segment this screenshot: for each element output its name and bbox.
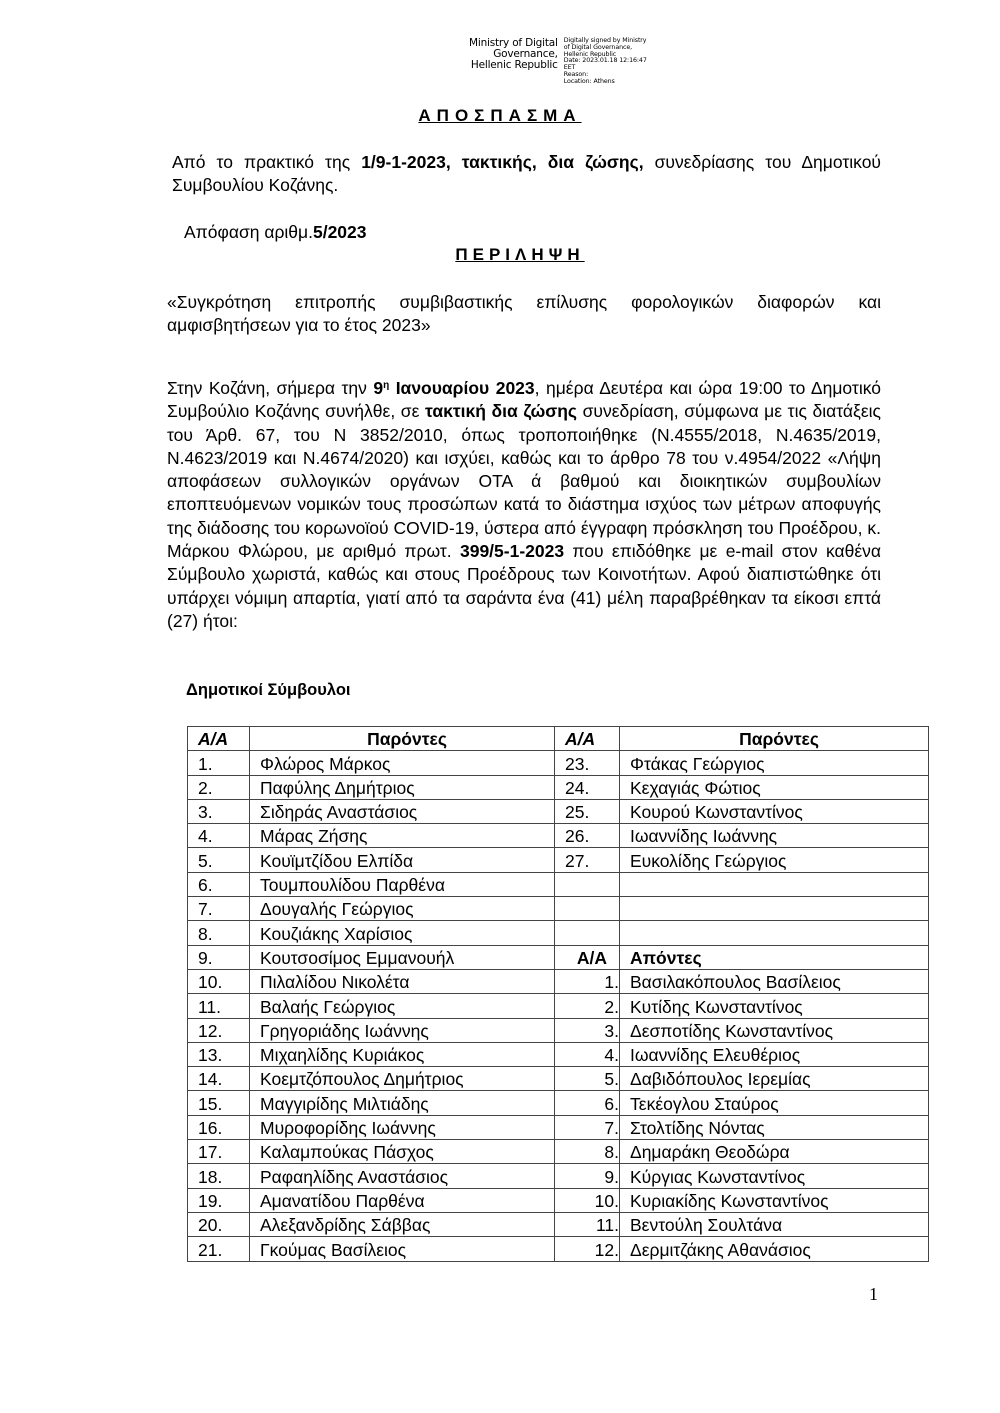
signature-reason: Reason: — [563, 70, 589, 78]
row-num: 2. — [188, 775, 250, 799]
page-number: 1 — [869, 1284, 878, 1304]
row-num: 1. — [188, 751, 250, 775]
member-name: Κοεμτζόπουλος Δημήτριος — [250, 1067, 555, 1091]
row-num: 9. — [555, 1164, 620, 1188]
member-name: Ιωαννίδης Ιωάννης — [620, 824, 929, 848]
empty-cell — [620, 872, 929, 896]
member-name: Ευκολίδης Γεώργιος — [620, 848, 929, 872]
day-suffix: η — [383, 380, 390, 391]
header-num: Α/Α — [555, 727, 620, 751]
body-paragraph — [167, 377, 881, 633]
member-name: Καλαμπούκας Πάσχος — [250, 1140, 555, 1164]
row-num: 24. — [555, 775, 620, 799]
row-num: 26. — [555, 824, 620, 848]
summary-heading: ΠΕΡΙΛΗΨΗ — [455, 245, 585, 264]
header-present: Παρόντες — [620, 727, 929, 751]
meeting-date: 1/9-1-2023, τακτικής, δια ζώσης, — [361, 152, 644, 172]
member-name: Τουμπουλίδου Παρθένα — [250, 872, 555, 896]
subject-paragraph: «Συγκρότηση επιτροπής συμβιβαστικής επίλυσης φορολογικών διαφορών και αμφισβητήσεων για το έτος 2023» — [167, 292, 881, 335]
row-num: 23. — [555, 751, 620, 775]
signature-details — [564, 38, 647, 86]
table-row — [188, 1164, 929, 1188]
member-name: Παφύλης Δημήτριος — [250, 775, 555, 799]
absent-member-name: Βασιλακόπουλος Βασίλειος — [620, 969, 929, 993]
digital-signature — [469, 38, 647, 86]
row-num: 5. — [188, 848, 250, 872]
row-num: 3. — [555, 1018, 620, 1042]
row-num: 10. — [555, 1188, 620, 1212]
row-num: 8. — [188, 921, 250, 945]
decision-value: 5/2023 — [312, 222, 367, 242]
row-num: 4. — [555, 1042, 620, 1066]
absent-member-name: Στολτίδης Νόντας — [620, 1115, 929, 1139]
row-num: 17. — [188, 1140, 250, 1164]
body-text: συνεδρίαση, σύμφωνα με τις διατάξεις του Άρθ. 67, του Ν 3852/2010, όπως τροποποιήθηκε (Ν.4555/2018, Ν.4635/2019, Ν.4623/2019 και Ν.4674/2020) και ισχύει, καθώς και το άρθρο 78 του ν.4954/2022 «Λήψη αποφάσεων συλλογικών οργάνων ΟΤΑ ά βαθμού και διοικητικών συμβουλίων εποπτευόμενων νομικών τους προσώπων κατά το διάστημα ισχύος των μέτρων αποφυγής της διάδοσης του κορωνοϊού COVID-19, ύστερα από έγγραφη πρόσκληση του Προέδρου, κ. Μάρκου Φλώρου, με αριθμό πρωτ. — [167, 401, 881, 562]
member-name: Μυροφορίδης Ιωάννης — [250, 1115, 555, 1139]
absent-member-name: Κύργιας Κωνσταντίνος — [620, 1164, 929, 1188]
member-name: Κουτσοσίμος Εμμανουήλ — [250, 945, 555, 969]
absent-header-num: Α/Α — [555, 945, 620, 969]
table-row — [188, 775, 929, 799]
row-num: 8. — [555, 1140, 620, 1164]
row-num: 9. — [188, 945, 250, 969]
table-row — [188, 872, 929, 896]
row-num: 3. — [188, 799, 250, 823]
row-num: 14. — [188, 1067, 250, 1091]
absent-member-name: Κυτίδης Κωνσταντίνος — [620, 994, 929, 1018]
absent-member-name: Κυριακίδης Κωνσταντίνος — [620, 1188, 929, 1212]
header-num: Α/Α — [188, 727, 250, 751]
absent-member-name: Δεσποτίδης Κωνσταντίνος — [620, 1018, 929, 1042]
member-name: Κεχαγιάς Φώτιος — [620, 775, 929, 799]
member-name: Κουϊμτζίδου Ελπίδα — [250, 848, 555, 872]
row-num: 12. — [188, 1018, 250, 1042]
protocol-number: 399/5-1-2023 — [459, 541, 565, 562]
signature-detail-line: EET — [563, 64, 576, 72]
member-name: Ραφαηλίδης Αναστάσιος — [250, 1164, 555, 1188]
row-num: 7. — [188, 897, 250, 921]
empty-cell — [555, 921, 620, 945]
section-label: Δημοτικοί Σύμβουλοι — [186, 681, 351, 699]
body-text: , ημέρα Δευτέρα και ώρα 19:00 το Δημοτικό Συμβούλιο Κοζάνης συνήλθε, σε — [167, 378, 881, 422]
row-num: 15. — [188, 1091, 250, 1115]
table-row — [188, 969, 929, 993]
member-name: Αμανατίδου Παρθένα — [250, 1188, 555, 1212]
row-num: 5. — [555, 1067, 620, 1091]
intro-text: Από το πρακτικό της — [172, 152, 362, 172]
member-name: Δουγαλής Γεώργιος — [250, 897, 555, 921]
signature-detail-line: of Digital Governance, — [563, 43, 633, 51]
member-name: Σιδηράς Αναστάσιος — [250, 799, 555, 823]
intro-text: συνεδρίασης του Δημοτικού Συμβουλίου Κοζάνης. — [172, 152, 881, 195]
member-name: Μιχαηλίδης Κυριάκος — [250, 1042, 555, 1066]
decision-number — [184, 221, 898, 244]
signer-line: Hellenic Republic — [470, 59, 558, 71]
table-row — [188, 945, 929, 969]
signer-line: Ministry of Digital — [469, 37, 558, 49]
member-name: Βαλαής Γεώργιος — [250, 994, 555, 1018]
table-row — [188, 751, 929, 775]
row-num: 10. — [188, 969, 250, 993]
decision-label: Απόφαση αριθμ. — [184, 222, 313, 242]
table-row — [188, 1067, 929, 1091]
table-row — [188, 1140, 929, 1164]
empty-cell — [555, 897, 620, 921]
table-row — [188, 1212, 929, 1236]
table-row — [188, 1115, 929, 1139]
table-row — [188, 824, 929, 848]
document-heading: ΑΠΟΣΠΑΣΜΑ — [418, 106, 582, 125]
row-num: 11. — [555, 1212, 620, 1236]
row-num: 25. — [555, 799, 620, 823]
session-type: τακτική δια ζώσης — [425, 401, 578, 422]
signature-date: Date: 2023.01.18 12:16:47 — [563, 57, 647, 65]
absent-member-name: Δημαράκη Θεοδώρα — [620, 1140, 929, 1164]
attendance-table — [187, 726, 929, 1262]
row-num: 6. — [555, 1091, 620, 1115]
member-name: Μαγγιρίδης Μιλτιάδης — [250, 1091, 555, 1115]
member-name: Φλώρος Μάρκος — [250, 751, 555, 775]
member-name: Φτάκας Γεώργιος — [620, 751, 929, 775]
row-num: 19. — [188, 1188, 250, 1212]
table-row — [188, 994, 929, 1018]
signer-name — [469, 38, 558, 86]
empty-cell — [620, 921, 929, 945]
signer-line: Governance, — [493, 48, 558, 60]
empty-cell — [620, 897, 929, 921]
intro-paragraph — [172, 151, 881, 197]
member-name: Γκούμας Βασίλειος — [250, 1237, 555, 1261]
absent-member-name: Δαβιδόπουλος Ιερεμίας — [620, 1067, 929, 1091]
table-row — [188, 848, 929, 872]
absent-member-name: Ιωαννίδης Ελευθέριος — [620, 1042, 929, 1066]
table-row — [188, 1091, 929, 1115]
row-num: 16. — [188, 1115, 250, 1139]
absent-member-name: Τεκέογλου Σταύρος — [620, 1091, 929, 1115]
member-name: Πιλαλίδου Νικολέτα — [250, 969, 555, 993]
row-num: 13. — [188, 1042, 250, 1066]
row-num: 11. — [188, 994, 250, 1018]
row-num: 2. — [555, 994, 620, 1018]
row-num: 12. — [555, 1237, 620, 1261]
absent-member-name: Βεντούλη Σουλτάνα — [620, 1212, 929, 1236]
signature-detail-line: Digitally signed by Ministry — [563, 37, 647, 44]
row-num: 6. — [188, 872, 250, 896]
header-present: Παρόντες — [250, 727, 555, 751]
signature-detail-line: Hellenic Republic — [563, 50, 617, 58]
row-num: 7. — [555, 1115, 620, 1139]
body-text: Στην Κοζάνη, σήμερα την — [167, 378, 374, 398]
row-num: 20. — [188, 1212, 250, 1236]
signature-location: Location: Athens — [563, 77, 615, 85]
member-name: Μάρας Ζήσης — [250, 824, 555, 848]
table-row — [188, 921, 929, 945]
member-name: Κουρού Κωνσταντίνος — [620, 799, 929, 823]
row-num: 1. — [555, 969, 620, 993]
member-name: Αλεξανδρίδης Σάββας — [250, 1212, 555, 1236]
body-text: που επιδόθηκε με e-mail στον καθένα Σύμβουλο χωριστά, καθώς και στους Προέδρους των Κοινοτήτων. Αφού διαπιστώθηκε ότι υπάρχει νόμιμη απαρτία, γιατί από τα σαράντα ένα (41) μέλη παραβρέθηκαν τα είκοσι επτά (27) ήτοι: — [167, 541, 881, 631]
table-row — [188, 1188, 929, 1212]
absent-header: Απόντες — [620, 945, 929, 969]
member-name: Κουζιάκης Χαρίσιος — [250, 921, 555, 945]
row-num: 27. — [555, 848, 620, 872]
member-name: Γρηγοριάδης Ιωάννης — [250, 1018, 555, 1042]
table-row — [188, 799, 929, 823]
table-row — [188, 1018, 929, 1042]
meeting-day: 9 — [373, 378, 384, 398]
row-num: 4. — [188, 824, 250, 848]
absent-member-name: Δερμιτζάκης Αθανάσιος — [620, 1237, 929, 1261]
table-header-row — [188, 727, 929, 751]
table-row — [188, 897, 929, 921]
table-row — [188, 1042, 929, 1066]
meeting-month: Ιανουαρίου 2023 — [389, 378, 535, 398]
row-num: 21. — [188, 1237, 250, 1261]
table-row — [188, 1237, 929, 1261]
row-num: 18. — [188, 1164, 250, 1188]
empty-cell — [555, 872, 620, 896]
